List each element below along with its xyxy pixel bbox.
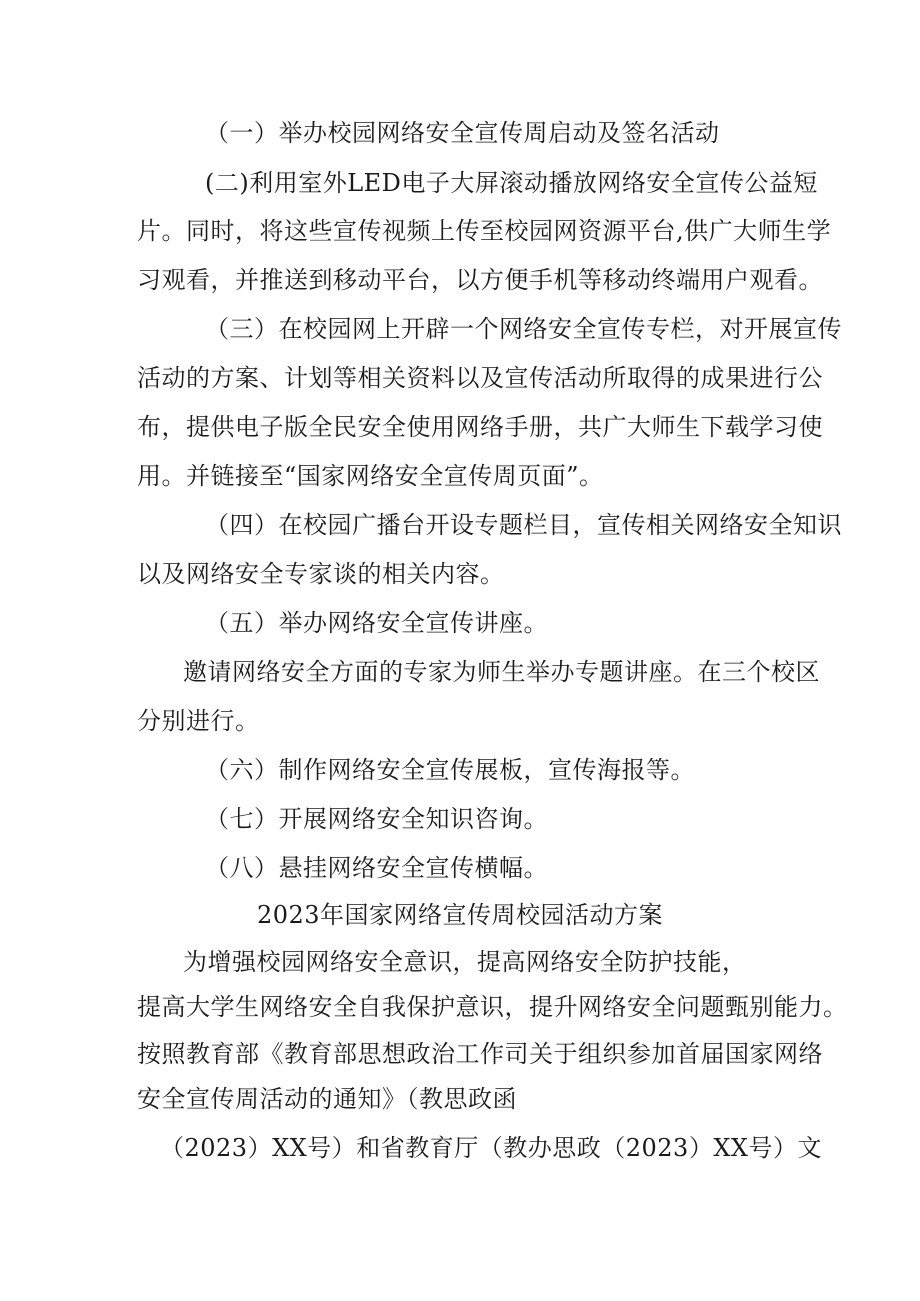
paragraph-10-line-3: 按照教育部《教育部思想政治工作司关于组织参加首届国家网络 bbox=[137, 1040, 823, 1068]
paragraph-10-line-1: 为增强校园网络安全意识，提高网络安全防护技能， bbox=[183, 948, 747, 976]
paragraph-2-line-2: 片。同时，将这些宣传视频上传至校园网资源平台,供广大师生学 bbox=[137, 217, 832, 245]
paragraph-8-line-1: （七）开展网络安全知识咨询。 bbox=[205, 805, 548, 833]
paragraph-10-line-4: 安全宣传周活动的通知》（教思政函 bbox=[137, 1085, 517, 1113]
section-title: 2023年国家网络宣传周校园活动方案 bbox=[256, 901, 664, 929]
paragraph-3-line-2: 活动的方案、计划等相关资料以及宣传活动所取得的成果进行公 bbox=[137, 364, 823, 392]
paragraph-3-line-4: 用。并链接至“国家网络安全宣传周页面”。 bbox=[137, 462, 604, 490]
paragraph-1-line-1: （一）举办校园网络安全宣传周启动及签名活动 bbox=[205, 119, 720, 147]
paragraph-10-line-2: 提高大学生网络安全自我保护意识，提升网络安全问题甄别能力。 bbox=[137, 993, 848, 1021]
paragraph-7-line-1: （六）制作网络安全宣传展板，宣传海报等。 bbox=[205, 756, 695, 784]
paragraph-2-line-3: 习观看，并推送到移动平台，以方便手机等移动终端用户观看。 bbox=[137, 266, 823, 294]
paragraph-5-line-1: （五）举办网络安全宣传讲座。 bbox=[205, 609, 548, 637]
paragraph-6-line-1: 邀请网络安全方面的专家为师生举办专题讲座。在三个校区 bbox=[183, 658, 820, 686]
paragraph-9-line-1: （八）悬挂网络安全宣传横幅。 bbox=[205, 854, 548, 882]
paragraph-4-line-2: 以及网络安全专家谈的相关内容。 bbox=[137, 560, 505, 588]
paragraph-4-line-1: （四）在校园广播台开设专题栏目，宣传相关网络安全知识 bbox=[205, 511, 842, 539]
paragraph-6-line-2: 分别进行。 bbox=[137, 707, 260, 735]
paragraph-3-line-1: （三）在校园网上开辟一个网络安全宣传专栏，对开展宣传 bbox=[205, 315, 842, 343]
paragraph-2-line-1: (二)利用室外LED电子大屏滚动播放网络安全宣传公益短 bbox=[205, 169, 818, 197]
paragraph-10-line-5: （2023）XX号）和省教育厅（教办思政（2023）XX号）文 bbox=[160, 1134, 822, 1162]
paragraph-3-line-3: 布，提供电子版全民安全使用网络手册，共广大师生下载学习使 bbox=[137, 413, 823, 441]
